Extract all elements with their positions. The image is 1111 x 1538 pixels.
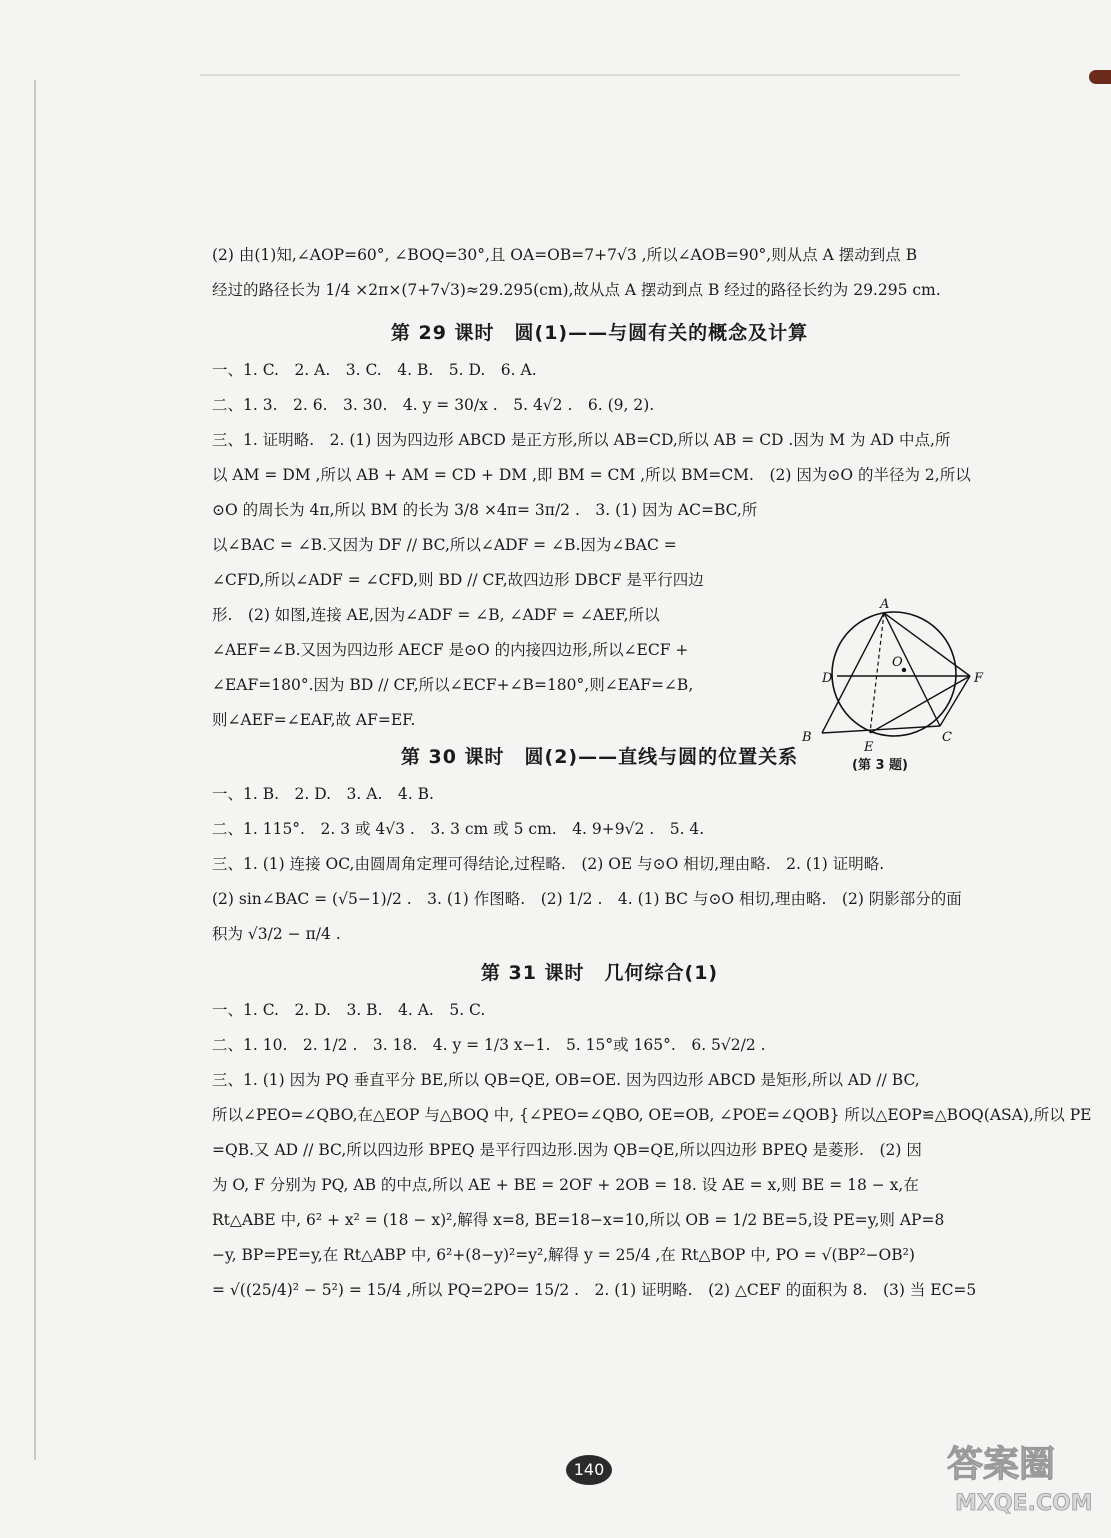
- answer-line: (2) sin∠BAC = (√5−1)/2 . 3. (1) 作图略. (2) 1/2 . 4. (1) BC 与⊙O 相切,理由略. (2) 阴影部分的面: [212, 890, 962, 908]
- page-number: 140: [566, 1455, 612, 1485]
- label-b: B: [802, 730, 812, 745]
- intro-line: (2) 由(1)知,∠AOP=60°, ∠BOQ=30°,且 OA=OB=7+7√3 ,所以∠AOB=90°,则从点 A 摆动到点 B: [212, 246, 918, 264]
- intro-block: [212, 238, 987, 308]
- answer-line: 三、1. (1) 因为 PQ 垂直平分 BE,所以 QB=QE, OB=OE. 因为四边形 ABCD 是矩形,所以 AD // BC,: [212, 1071, 920, 1089]
- label-d: D: [822, 671, 833, 686]
- answer-line: 三、1. (1) 连接 OC,由圆周角定理可得结论,过程略. (2) OE 与⊙O 相切,理由略. 2. (1) 证明略.: [212, 855, 885, 873]
- answer-line: 则∠AEF=∠EAF,故 AF=EF.: [212, 711, 416, 729]
- answer-line: 一、1. C. 2. A. 3. C. 4. B. 5. D. 6. A.: [212, 361, 537, 379]
- answer-line: 形. (2) 如图,连接 AE,因为∠ADF = ∠B, ∠ADF = ∠AEF,所以: [212, 606, 660, 624]
- answer-line: 二、1. 3. 2. 6. 3. 30. 4. y = 30/x . 5. 4√2 . 6. (9, 2).: [212, 396, 655, 414]
- answer-line: 积为 √3/2 − π/4 .: [212, 925, 341, 943]
- page-content: [212, 238, 1092, 1308]
- label-e: E: [864, 740, 874, 755]
- answer-line: 二、1. 115°. 2. 3 或 4√3 . 3. 3 cm 或 5 cm. 4. 9+9√2 . 5. 4.: [212, 820, 705, 838]
- answer-line: = √((25/4)² − 5²) = 15/4 ,所以 PQ=2PO= 15/2 . 2. (1) 证明略. (2) △CEF 的面积为 8. (3) 当 EC=5: [212, 1281, 977, 1299]
- page-left-edge: [34, 80, 36, 1460]
- watermark-top-text: 答案圈: [947, 1444, 1056, 1485]
- lesson-31-section: [212, 958, 1092, 1308]
- lesson-title: 第 31 课时 几何综合(1): [480, 962, 719, 984]
- label-f: F: [974, 671, 984, 686]
- site-watermark-logo: [937, 1430, 1097, 1520]
- answer-line: 一、1. B. 2. D. 3. A. 4. B.: [212, 785, 434, 803]
- label-o: O: [892, 655, 903, 670]
- label-c: C: [942, 730, 952, 745]
- lesson-title: 第 29 课时 圆(1)——与圆有关的概念及计算: [390, 322, 809, 344]
- intro-line: 经过的路径长为 1/4 ×2π×(7+7√3)≈29.295(cm),故从点 A 摆动到点 B 经过的路径长约为 29.295 cm.: [212, 281, 941, 299]
- answer-line: ∠CFD,所以∠ADF = ∠CFD,则 BD // CF,故四边形 DBCF 是平行四边: [212, 571, 704, 589]
- label-a: A: [880, 597, 890, 612]
- page-top-edge: [200, 74, 960, 76]
- corner-mark: [1089, 70, 1111, 84]
- geometry-figure: [782, 596, 982, 776]
- answer-line: 三、1. 证明略. 2. (1) 因为四边形 ABCD 是正方形,所以 AB=CD,所以 AB = CD .因为 M 为 AD 中点,所: [212, 431, 951, 449]
- answer-line: 二、1. 10. 2. 1/2 . 3. 18. 4. y = 1/3 x−1. 5. 15°或 165°. 6. 5√2/2 .: [212, 1036, 766, 1054]
- answer-line: 所以∠PEO=∠QBO,在△EOP 与△BOQ 中, {∠PEO=∠QBO, OE=OB, ∠POE=∠QOB} 所以△EOP≌△BOQ(ASA),所以 PE: [212, 1106, 1092, 1124]
- answer-line: ⊙O 的周长为 4π,所以 BM 的长为 3/8 ×4π= 3π/2 . 3. (1) 因为 AC=BC,所: [212, 501, 758, 519]
- segment-ae-dashed: [870, 613, 884, 733]
- watermark-bottom-text: MXQE.COM: [955, 1491, 1093, 1516]
- answer-line: 以∠BAC = ∠B.又因为 DF // BC,所以∠ADF = ∠B.因为∠BAC =: [212, 536, 677, 554]
- answer-line: ∠AEF=∠B.又因为四边形 AECF 是⊙O 的内接四边形,所以∠ECF +: [212, 641, 689, 659]
- answer-line: =QB.又 AD // BC,所以四边形 BPEQ 是平行四边形.因为 QB=QE,所以四边形 BPEQ 是菱形. (2) 因: [212, 1141, 922, 1159]
- figure-caption: (第 3 题): [852, 758, 908, 773]
- answer-line: 一、1. C. 2. D. 3. B. 4. A. 5. C.: [212, 1001, 486, 1019]
- lesson-title: 第 30 课时 圆(2)——直线与圆的位置关系: [400, 746, 799, 768]
- lesson-29-solutions: [212, 423, 971, 738]
- circle-diagram: [782, 596, 982, 766]
- answer-line: −y, BP=PE=y,在 Rt△ABP 中, 6²+(8−y)²=y²,解得 y = 25/4 ,在 Rt△BOP 中, PO = √(BP²−OB²): [212, 1246, 915, 1264]
- answer-line: 以 AM = DM ,所以 AB + AM = CD + DM ,即 BM = CM ,所以 BM=CM. (2) 因为⊙O 的半径为 2,所以: [212, 466, 971, 484]
- answer-line: ∠EAF=180°.因为 BD // CF,所以∠ECF+∠B=180°,则∠EAF=∠B,: [212, 676, 694, 694]
- answer-line: Rt△ABE 中, 6² + x² = (18 − x)²,解得 x=8, BE=18−x=10,所以 OB = 1/2 BE=5,设 PE=y,则 AP=8: [212, 1211, 945, 1229]
- circle-o: [832, 612, 956, 736]
- answer-line: 为 O, F 分别为 PQ, AB 的中点,所以 AE + BE = 2OF + 2OB = 18. 设 AE = x,则 BE = 18 − x,在: [212, 1176, 919, 1194]
